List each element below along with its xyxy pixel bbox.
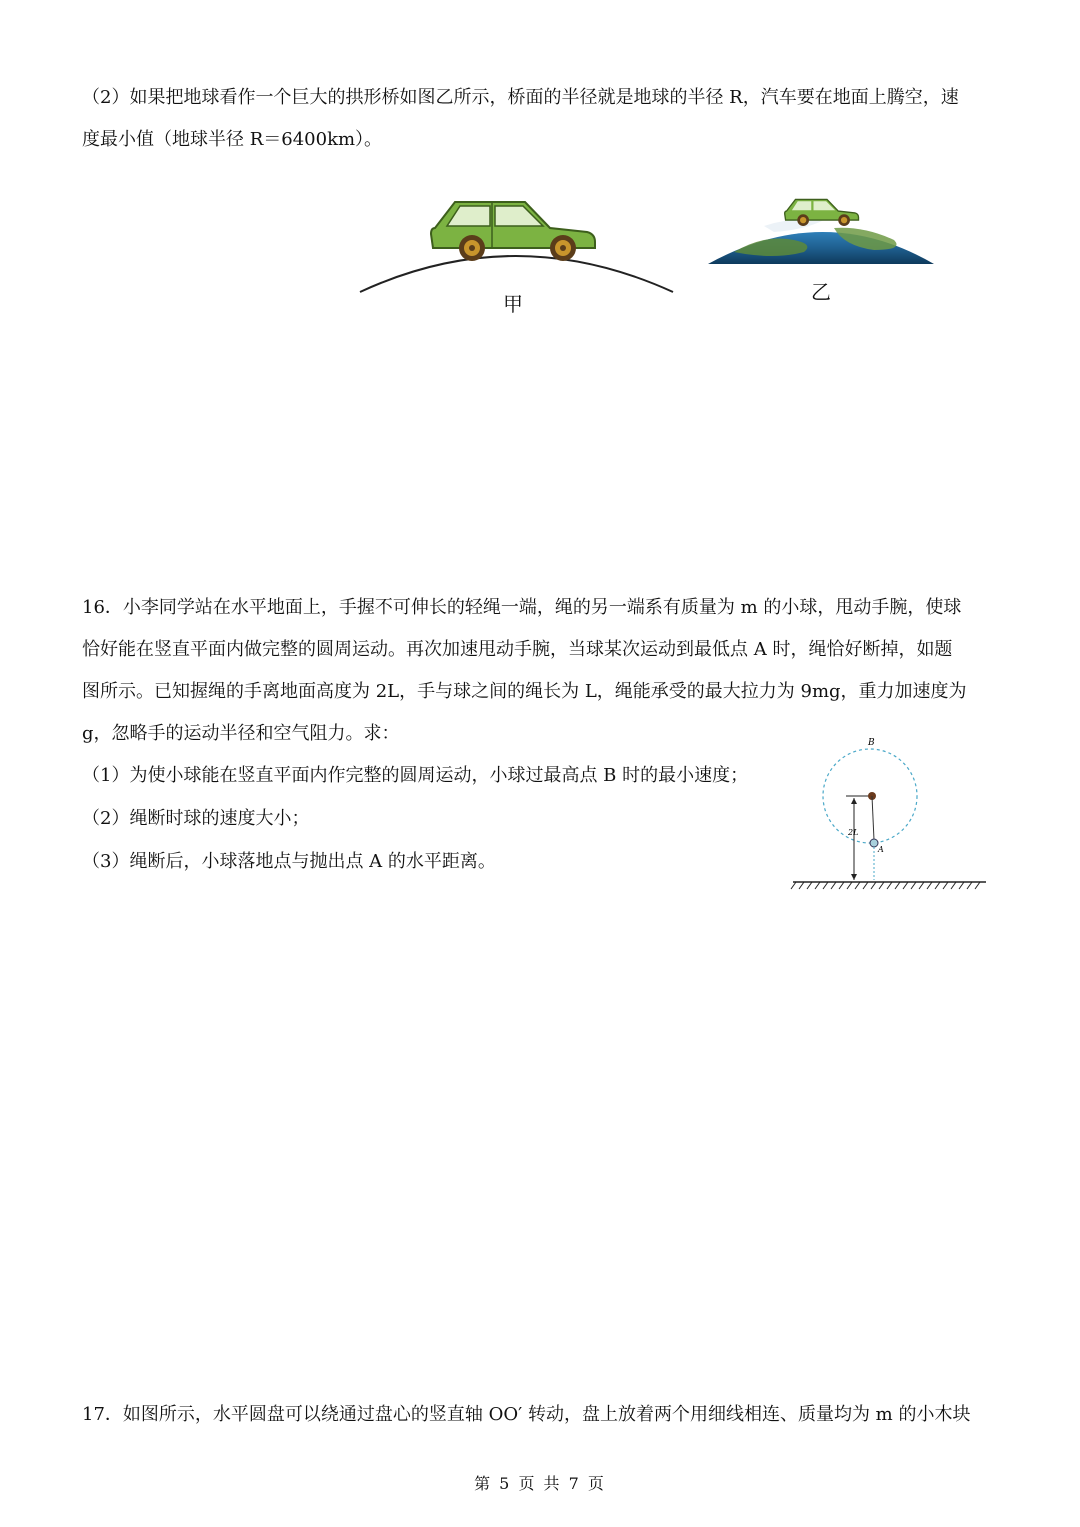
q16-line3: 图所示。已知握绳的手离地面高度为 2L，手与球之间的绳长为 L，绳能承受的最大拉力为 9mg，重力加速度为 [82,681,967,702]
q15-part2-line1: （2）如果把地球看作一个巨大的拱形桥如图乙所示，桥面的半径就是地球的半径 R，汽车要在地面上腾空，速 [82,87,959,108]
q16-sub3: （3）绳断后，小球落地点与抛出点 A 的水平距离。 [82,851,496,872]
q17-line1: 17．如图所示，水平圆盘可以绕通过盘心的竖直轴 OO′ 转动，盘上放着两个用细线相连、质量均为 m 的小木块 [82,1404,971,1425]
q16-line4: g，忽略手的运动半径和空气阻力。求： [82,723,400,744]
q16-line2: 恰好能在竖直平面内做完整的圆周运动。再次加速甩动手腕，当球某次运动到最低点 A 时，绳恰好断掉，如题 [82,639,953,660]
figure-label-jia: 甲 [503,292,523,316]
q15-part2-line2: 度最小值（地球半径 R＝6400km）。 [82,129,383,150]
q16-sub1: （1）为使小球能在竖直平面内作完整的圆周运动，小球过最高点 B 时的最小速度； [82,765,749,786]
car-icon [431,202,595,261]
page-footer: 第 5 页 共 7 页 [474,1474,606,1493]
figure-label-yi: 乙 [811,280,831,304]
label-b: B [868,738,875,748]
q16-circle-motion-diagram [788,734,998,894]
q16-line1: 16．小李同学站在水平地面上，手握不可伸长的轻绳一端，绳的另一端系有质量为 m 的小球，甩动手腕，使球 [82,597,962,618]
figure-yi-car-on-earth [704,190,944,270]
label-2l: 2L [848,828,859,837]
label-a: A [878,845,884,854]
ball-a [870,839,878,847]
q16-sub2: （2）绳断时球的速度大小； [82,808,310,829]
